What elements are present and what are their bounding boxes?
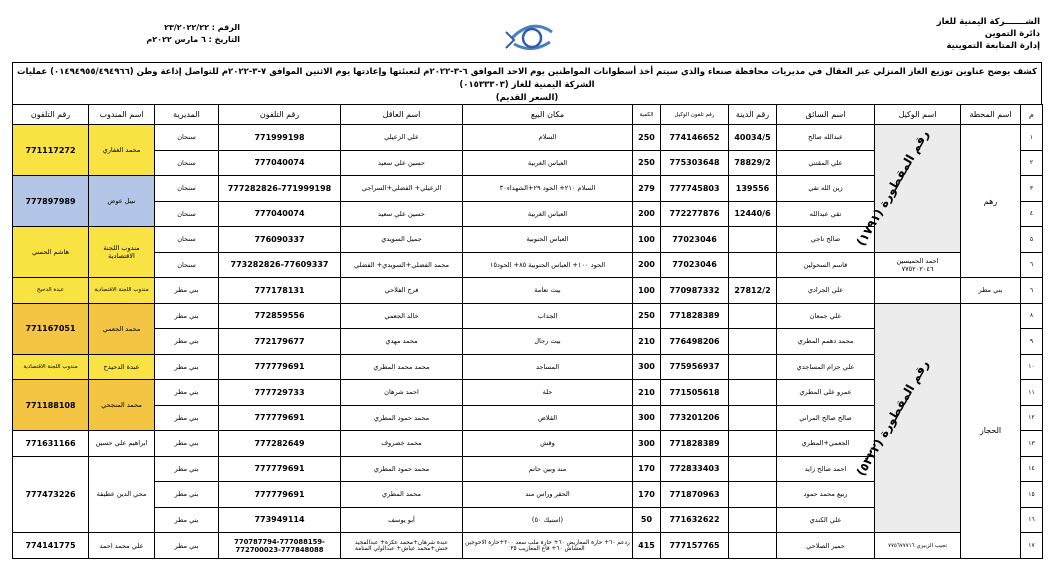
col-aqil: اسم العاقل [341, 105, 463, 125]
department-name: دائرة التموين [984, 29, 1040, 39]
table-row: ١٥ ربيع محمد حمود 771870963 170 الحقر وراس مند محمد المطري 777779691 بني مطر [13, 482, 1043, 508]
ref-number: الرقم : ٢٣/٢٠٢٢/٢٢ [164, 23, 240, 32]
rep-phone: 771188108 [13, 380, 89, 431]
table-row: ١٣ الجعمي+المطري 771828389 300 وقش محمد خصروف 777282649 بني مطر ابراهيم علي حسين 771631166 [13, 431, 1043, 457]
ref-block [140, 22, 240, 46]
col-rep: اسم المندوب [89, 105, 155, 125]
table-row: ١٢ صالح صالح المراني 773201206 300 القلاض محمد حمود المطري 777779691 بني مطر [13, 405, 1043, 431]
table-row: ١١ عمرو علي المطري 771505618 210 حلة احمد شرهان 777729733 بني مطر محمد المنجحي 771188108 [13, 380, 1043, 406]
trailer-hajaz: رقم المقطورة (٥٣٢٢) [875, 303, 961, 533]
document-title [12, 62, 1042, 104]
rep-phone: 777897989 [13, 176, 89, 227]
col-place: مكان البيع [463, 105, 633, 125]
division-name: إدارة المتابعة التموينية [946, 41, 1040, 51]
rep-name: محي الدين عطيفة [89, 456, 155, 533]
company-logo-icon [492, 18, 572, 58]
col-station: اسم المحطة [961, 105, 1021, 125]
rep-phone: 777473226 [13, 456, 89, 533]
col-agent: اسم الوكيل [875, 105, 961, 125]
col-no: م [1021, 105, 1043, 125]
rep-name: محمد الجعمي [89, 303, 155, 354]
col-qty: الكمية [633, 105, 661, 125]
rep-name-2: هاشم الحمني [13, 227, 89, 278]
rep-phone: 774141775 [13, 533, 89, 559]
rep-name: محمد الغفاري [89, 125, 155, 176]
table-row: ١٦ علي الكندي 771632622 50 (اسنيك ٥٠) أبو يوسف 773949114 بني مطر [13, 507, 1043, 533]
table-row: ١٧ نجيب الزبيري ٧٧٥٦٧٧٧١٦ حمير الصلاحي 777157765 415 ردعم ٦٠+ حارة المعاريض ٦٠+ حارة ملب سعد ٢٠٠+حارة الاحوجين العشاش ٦٠+ قاع المعازيب ٣٥ عبدة شرهان+محمد عكزة+ عبدالمجيد حنش+محمد عياش+ عبدالولي المنامة 770787794-777088159-772700023-777848088 بني مطر علي محمد احمد 774141775 [13, 533, 1043, 559]
trailer-rahm: رقم المقطورة (١٧٩١) [875, 125, 961, 253]
table-row: ٩ محمد دهمم المطري 776498206 210 بيت رجال محمد مهدي 772179677 بني مطر [13, 329, 1043, 355]
ref-date: التاريخ : ٦ مارس ٢٠٢٢م [146, 35, 240, 44]
rep-name-2: عبدة الدحيدح [89, 354, 155, 380]
rep-name: مندوب اللجنة الاقتصادية [89, 278, 155, 304]
table-header-row [13, 105, 1043, 125]
table-row: ١ رهم رقم المقطورة (١٧٩١) عبدالله صالح 40034/5 774146652 250 السلام علي الزعيلي 771999198 سنحان محمد الغفاري 771117272 [13, 125, 1043, 151]
company-name: الشـــــــركة اليمنية للغاز [936, 17, 1040, 27]
table-row: ٦ بني مطر علي الجرادي 27812/2 770987332 100 بيت نعامة فرج الفلاحي 777178131 بني مطر مندوب اللجنة الاقتصادية عبدة الدحيح [13, 278, 1043, 304]
table-row: ٥ صالح ناجي 77023046 100 العباس الجنوبية جميل السويدي 776090337 سنحان مندوب اللجنة الاقتصادية هاشم الحمني [13, 227, 1043, 253]
station-hajaz: الحجاز [961, 303, 1021, 559]
station-rahm: رهم [961, 125, 1021, 278]
station-bani-matar: بني مطر [961, 278, 1021, 304]
table-row: ١٠ علي حزام المساجدي 775956937 300 المساجد محمد محمد المطري 777779691 بني مطر عبدة الدحيدح مندوب اللجنة الاقتصادية [13, 354, 1043, 380]
table-row: ٣ زين الله تقي 139556 777745803 279 السلام ٢١٠+ الحود ٢٩+الشهداء٣٠ الزعيلي+ الفضلي+السراجي 777282826-771999198 سنحان نبيل عوض 777897989 [13, 176, 1043, 202]
rep-phone: 771117272 [13, 125, 89, 176]
rep-phone: 771631166 [13, 431, 89, 457]
col-agent-phone: رقم تلفون الوكيل [661, 105, 729, 125]
table-row: ٢ علي المقتني 78829/2 775303648 250 العباس الغربية حسين علي سعيد 777040074 سنحان [13, 150, 1043, 176]
rep-name: مندوب اللجنة الاقتصادية [89, 227, 155, 278]
table-row: ٤ تقي عبدالله 12440/6 772277876 200 العباس الغربية حسين علي سعيد 777040074 سنحان [13, 201, 1043, 227]
agent-rahm: احمد الحميسين ٧٧٥٢٠٢٠٤٦ [875, 252, 961, 278]
rep-name: نبيل عوض [89, 176, 155, 227]
col-rep-phone: رقم التلفون [13, 105, 89, 125]
title-line-1: كشف يوضح عناوين توزيع الغاز المنزلي عبر العقال في مديريات محافظة صنعاء والذي سيتم أخذ أسطوانات المواطنين يوم الاحد الموافق ٦-٣-٢٠٢٢م لتعبئتها وإعادتها يوم الاثنين الموافق ٧-٣-٢٠٢٢م للتواصل إذاعة وطن (٠١٤٩٤٩٥٥/٤٩٤٩٦٦) عمليات الشركة اليمنية للغاز (٠١٥٣٣٣٠٣) [17, 67, 1037, 90]
company-header [937, 16, 1040, 52]
rep-name-2: عبدة الدحيح [13, 278, 89, 304]
rep-name: علي محمد احمد [89, 533, 155, 559]
col-plate: رقم الدينة [729, 105, 777, 125]
table-row: ١٤ احمد صالح زايد 772833403 170 مند وبين حاتم محمد حمود المطري 777779691 بني مطر محي الدين عطيفة 777473226 [13, 456, 1043, 482]
agent-last: نجيب الزبيري ٧٧٥٦٧٧٧١٦ [875, 533, 961, 559]
table-row: ٨ الحجاز رقم المقطورة (٥٣٢٢) علي جمعان 771828389 250 الجداب خالد الجعمي 772859556 بني مطر محمد الجعمي 771167051 [13, 303, 1043, 329]
col-driver: اسم السائق [777, 105, 875, 125]
table-row: ٦ احمد الحميسين ٧٧٥٢٠٢٠٤٦ قاسم السحولين 77023046 200 الحود ١٠٠+ العباس الجنوبية ٨٥+ الحود١٥ محمد الفضلي+السويدي+ الفضلي 773282826-77609337 سنحان [13, 252, 1043, 278]
rep-name: مندوب اللجنة الاقتصادية [13, 354, 89, 380]
rep-name: محمد المنجحي [89, 380, 155, 431]
col-district: المديرية [155, 105, 219, 125]
title-line-2: (السعر القديم) [495, 93, 559, 103]
rep-phone: 771167051 [13, 303, 89, 354]
distribution-table [12, 104, 1043, 559]
col-aqil-phone: رقم التلفون [219, 105, 341, 125]
rep-name: ابراهيم علي حسين [89, 431, 155, 457]
